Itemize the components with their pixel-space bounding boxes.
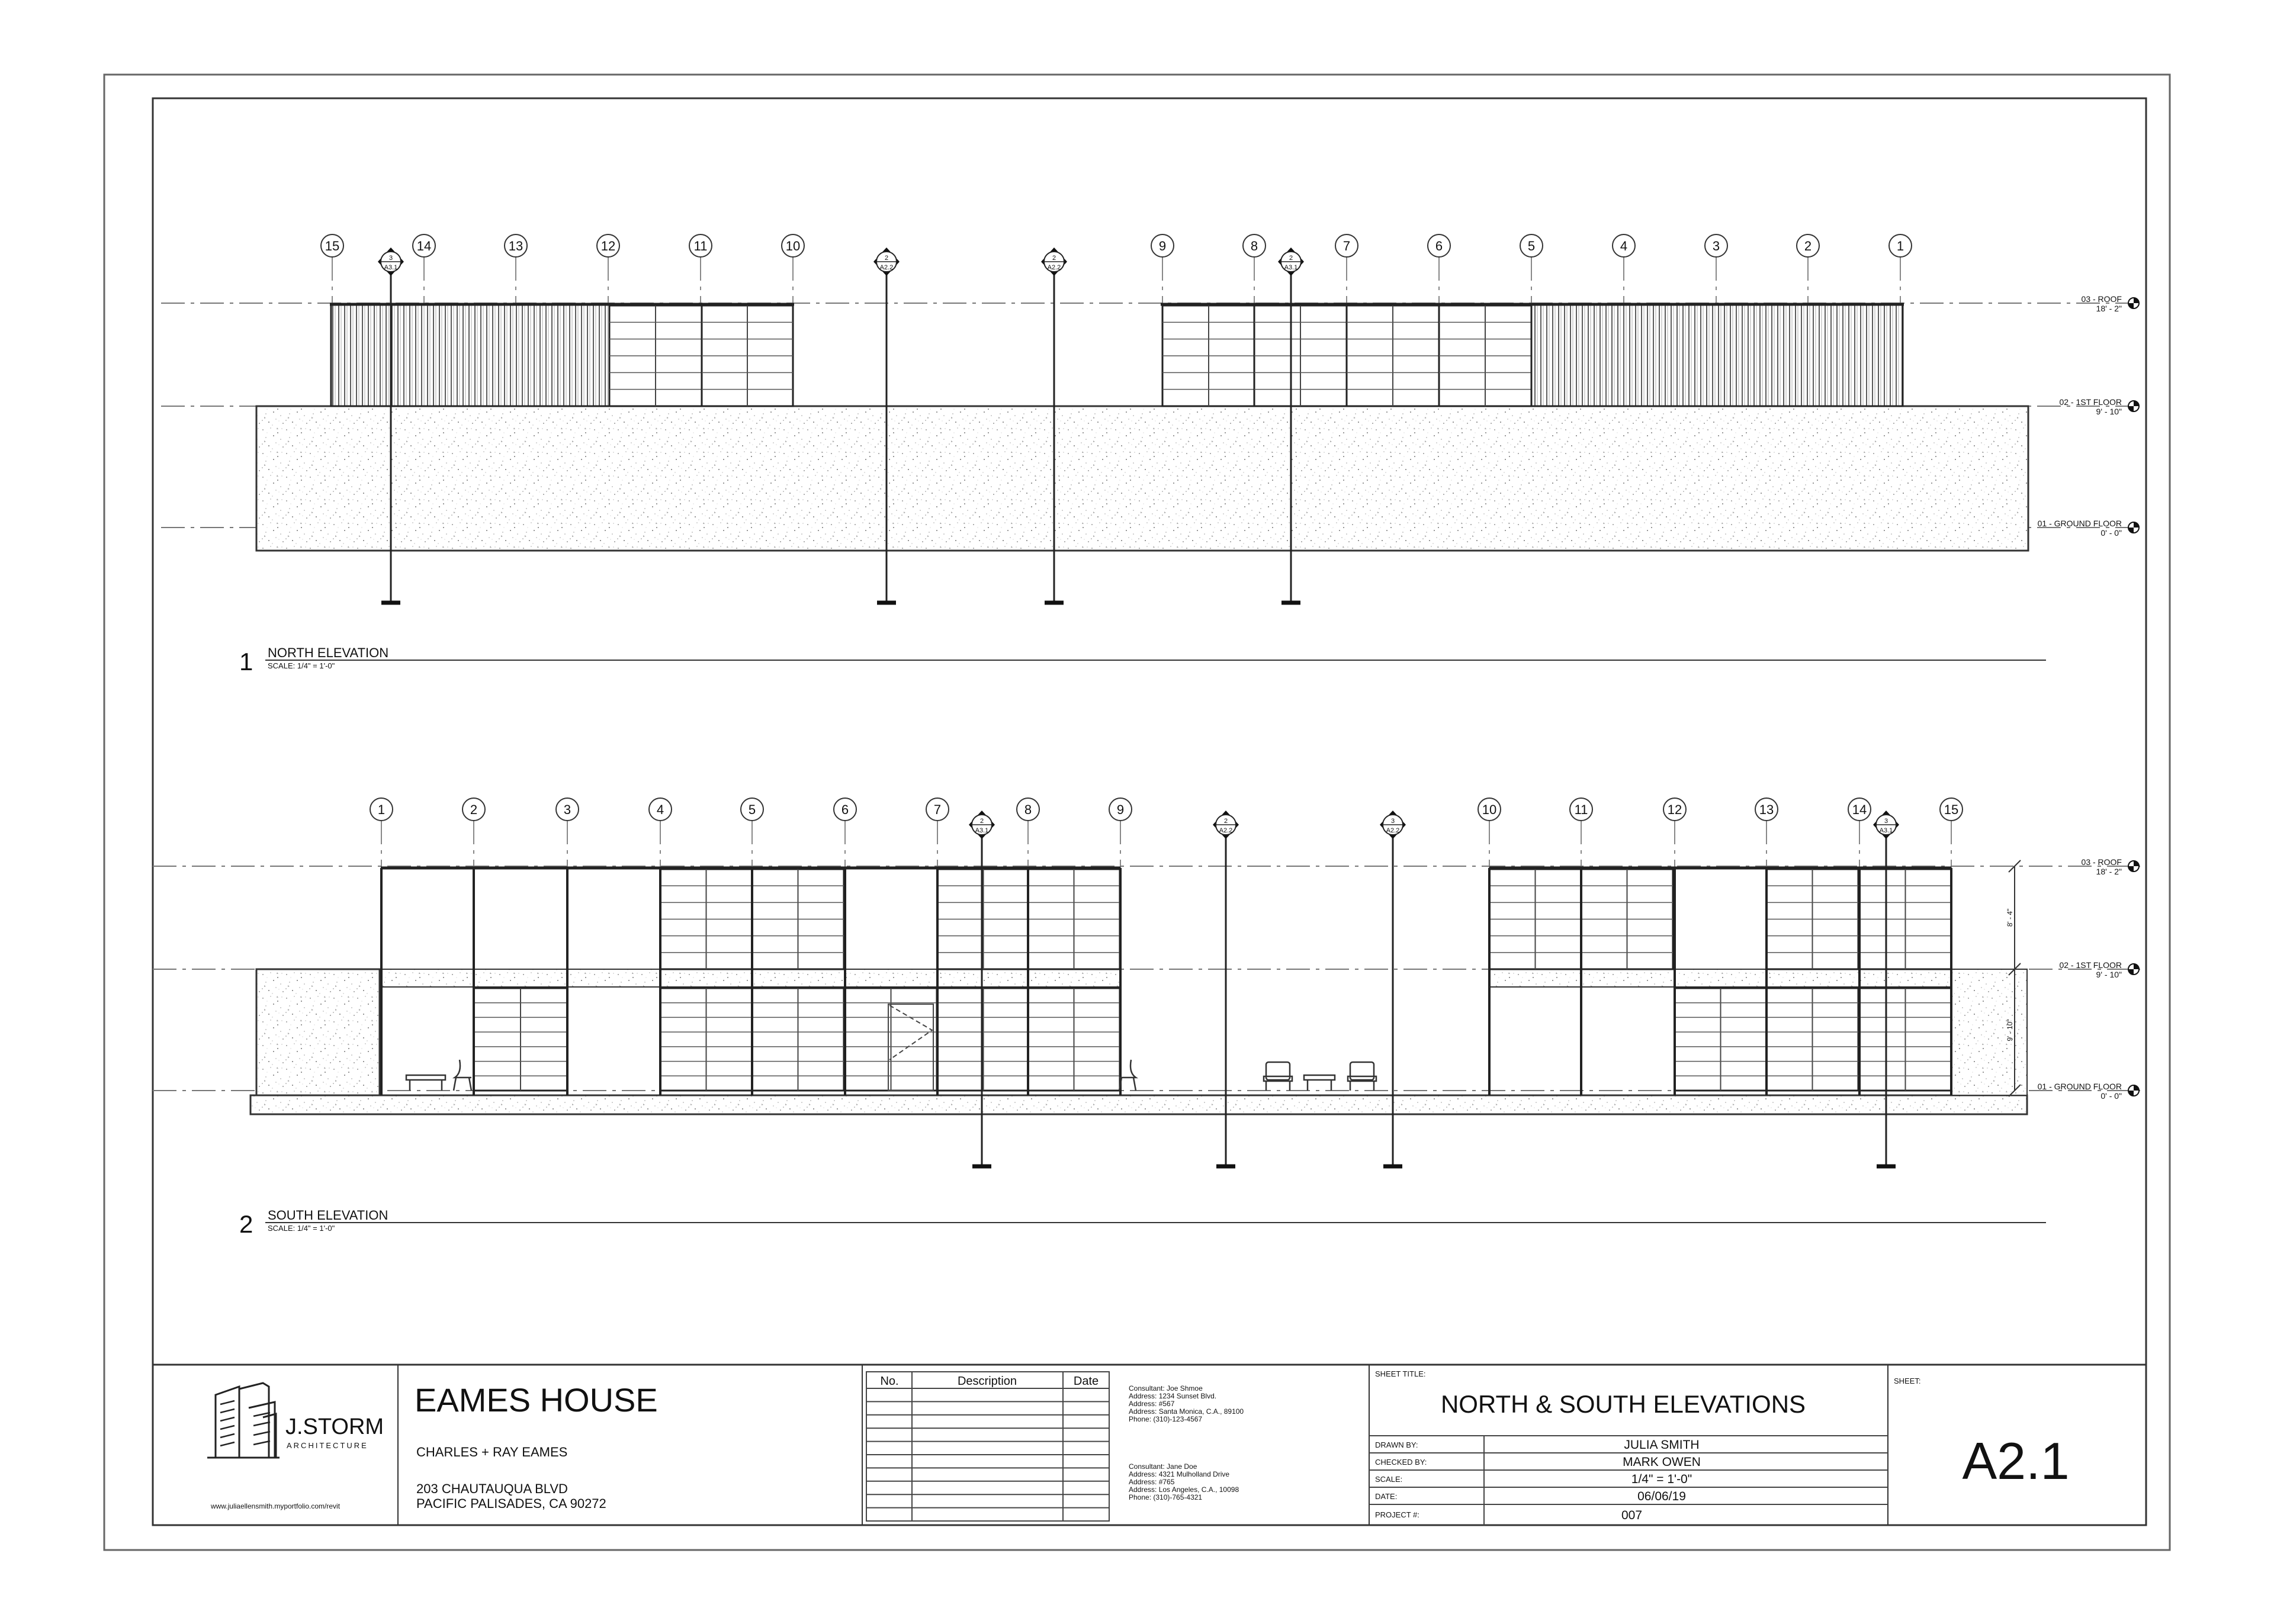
north-grid-label: 11	[693, 239, 708, 253]
south-grid-label: 7	[933, 802, 942, 817]
drawn-by-value: JULIA SMITH	[1624, 1438, 1700, 1452]
furniture-chair-2	[1119, 1060, 1136, 1091]
north-level-name: 01 - GROUND FLOOR	[2037, 519, 2122, 528]
north-section-sheet: A2.2	[1047, 264, 1061, 271]
north-grid-label: 4	[1620, 239, 1628, 253]
south-dimension-lower: 9' - 10"	[2006, 1019, 2014, 1041]
north-view-scale: SCALE: 1/4" = 1'-0"	[268, 661, 335, 670]
furniture-lounge-chair-2	[1348, 1062, 1376, 1091]
south-view-title: SOUTH ELEVATION	[268, 1208, 388, 1223]
building-logo-icon	[207, 1383, 280, 1458]
north-section-sheet: A3.1	[384, 264, 398, 271]
north-elevation-view	[161, 234, 2144, 676]
south-section-sheet: A2.2	[1219, 827, 1233, 834]
south-level-name: 02 - 1ST FLOOR	[2059, 960, 2122, 970]
south-grid-label: 15	[1944, 802, 1959, 817]
north-grid-label: 14	[416, 239, 432, 253]
north-grid-label: 5	[1527, 239, 1536, 253]
north-grid-label: 7	[1342, 239, 1351, 253]
north-section-sheet: A2.2	[879, 264, 894, 271]
south-grid-label: 5	[748, 802, 756, 817]
south-section-number: 3	[1390, 818, 1395, 825]
north-right-corrugated-panel	[1531, 304, 1903, 406]
south-floor-band-right	[1489, 969, 1951, 987]
project-number-value: 007	[1621, 1509, 1643, 1522]
north-view-title: NORTH ELEVATION	[268, 645, 389, 660]
rev-header-date: Date	[1073, 1375, 1099, 1388]
checked-by-value: MARK OWEN	[1623, 1455, 1701, 1469]
north-grid-label: 2	[1804, 239, 1812, 253]
consultant-line: Address: #567	[1129, 1400, 1175, 1408]
north-section-number: 2	[1052, 255, 1056, 262]
south-grid-label: 6	[841, 802, 849, 817]
north-level-elevation: 0' - 0"	[2100, 528, 2122, 538]
project-name: EAMES HOUSE	[415, 1381, 658, 1419]
north-grid-label: 12	[600, 239, 616, 253]
south-grid-label: 9	[1116, 802, 1125, 817]
sheet-title-label: SHEET TITLE:	[1375, 1369, 1426, 1378]
south-section-sheet: A3.1	[1879, 827, 1893, 834]
south-section-sheet: A3.1	[975, 827, 989, 834]
south-level-elevation: 18' - 2"	[2096, 867, 2122, 876]
south-level-tags	[2038, 857, 2139, 1101]
sheet-number: A2.1	[1962, 1432, 2070, 1490]
project-address-2: PACIFIC PALISADES, CA 90272	[416, 1496, 606, 1511]
consultant-line: Consultant: Joe Shmoe	[1129, 1384, 1203, 1393]
checked-by-label: CHECKED BY:	[1375, 1458, 1427, 1467]
drawn-by-label: DRAWN BY:	[1375, 1440, 1418, 1449]
north-grid-label: 10	[785, 239, 801, 253]
south-section-number: 3	[1884, 818, 1888, 825]
north-level-tags	[2038, 294, 2139, 538]
north-level-name: 02 - 1ST FLOOR	[2059, 397, 2122, 407]
north-level-name: 03 - ROOF	[2081, 294, 2122, 304]
north-left-corrugated-panel	[331, 304, 609, 406]
consultant-line: Address: Los Angeles, C.A., 10098	[1129, 1485, 1239, 1494]
north-level-elevation: 18' - 2"	[2096, 304, 2122, 313]
consultant-line: Phone: (310)-123-4567	[1129, 1415, 1203, 1423]
south-grid-label: 8	[1024, 802, 1032, 817]
date-value: 06/06/19	[1637, 1490, 1686, 1503]
north-grid-label: 13	[508, 239, 523, 253]
consultant-line: Address: Santa Monica, C.A., 89100	[1129, 1407, 1244, 1416]
south-level-elevation: 0' - 0"	[2100, 1091, 2122, 1101]
south-grid-label: 4	[656, 802, 664, 817]
north-section-number: 3	[388, 255, 393, 262]
firm-website: www.juliaellensmith.myportfolio.com/revit	[210, 1502, 341, 1510]
scale-value: 1/4" = 1'-0"	[1631, 1472, 1692, 1486]
south-grid-label: 2	[470, 802, 478, 817]
north-grid-label: 15	[325, 239, 340, 253]
north-grid-label: 3	[1712, 239, 1720, 253]
north-left-window-wall	[609, 305, 793, 406]
south-section-sheet: A2.2	[1386, 827, 1400, 834]
north-right-window-wall	[1162, 305, 1531, 406]
north-grid-label: 9	[1158, 239, 1167, 253]
sheet-label: SHEET:	[1894, 1377, 1921, 1385]
sheet-title: NORTH & SOUTH ELEVATIONS	[1440, 1390, 1806, 1418]
consultant-line: Phone: (310)-765-4321	[1129, 1493, 1203, 1501]
north-view-number: 1	[239, 648, 253, 676]
date-label: DATE:	[1375, 1492, 1398, 1501]
south-view-number: 2	[239, 1210, 253, 1238]
furniture-coffee-table	[1304, 1075, 1335, 1091]
south-level-elevation: 9' - 10"	[2096, 970, 2122, 979]
south-level-name: 03 - ROOF	[2081, 857, 2122, 867]
south-elevation-view	[153, 798, 2144, 1238]
consultant-line: Address: #765	[1129, 1478, 1175, 1486]
rev-header-description: Description	[957, 1375, 1017, 1388]
south-grid-label: 11	[1574, 802, 1588, 817]
north-grid-label: 8	[1250, 239, 1258, 253]
south-level-name: 01 - GROUND FLOOR	[2037, 1082, 2122, 1091]
consultant-line: Address: 1234 Sunset Blvd.	[1129, 1392, 1217, 1400]
south-ground-slab	[250, 1095, 2027, 1114]
scale-label: SCALE:	[1375, 1475, 1403, 1484]
title-block	[153, 1365, 2146, 1525]
south-grid-label: 10	[1482, 802, 1497, 817]
south-grid-label: 13	[1759, 802, 1774, 817]
client-name: CHARLES + RAY EAMES	[416, 1445, 568, 1459]
consultant-line: Address: 4321 Mulholland Drive	[1129, 1470, 1230, 1478]
south-floor-band-left	[381, 969, 1120, 987]
south-section-number: 2	[1223, 818, 1228, 825]
south-view-scale: SCALE: 1/4" = 1'-0"	[268, 1224, 335, 1233]
firm-subtitle: ARCHITECTURE	[287, 1441, 368, 1450]
rev-header-no: No.	[880, 1375, 899, 1388]
project-address-1: 203 CHAUTAUQUA BLVD	[416, 1481, 568, 1496]
firm-name: J.STORM	[285, 1414, 384, 1439]
consultant-line: Consultant: Jane Doe	[1129, 1462, 1197, 1471]
south-grid-label: 14	[1852, 802, 1867, 817]
furniture-lounge-chair-1	[1264, 1062, 1292, 1091]
north-section-number: 2	[884, 255, 889, 262]
south-grid-label: 3	[563, 802, 571, 817]
north-level-elevation: 9' - 10"	[2096, 407, 2122, 416]
south-grid-label: 12	[1667, 802, 1682, 817]
south-floor-band-end	[1951, 969, 2027, 1095]
project-number-label: PROJECT #:	[1375, 1510, 1419, 1519]
furniture-bench	[406, 1075, 445, 1091]
south-section-number: 2	[979, 818, 984, 825]
south-grid-label: 1	[377, 802, 386, 817]
north-section-number: 2	[1289, 255, 1293, 262]
furniture-chair-1	[454, 1060, 471, 1091]
south-left-concrete-wall	[256, 969, 380, 1095]
north-grid-label: 6	[1435, 239, 1443, 253]
consultant-info	[1129, 1384, 1244, 1501]
south-dimension-upper: 8' - 4"	[2006, 908, 2014, 927]
north-grid-label: 1	[1896, 239, 1904, 253]
north-section-sheet: A3.1	[1284, 264, 1298, 271]
revision-table	[866, 1372, 1109, 1521]
north-concrete-wall	[256, 406, 2028, 551]
